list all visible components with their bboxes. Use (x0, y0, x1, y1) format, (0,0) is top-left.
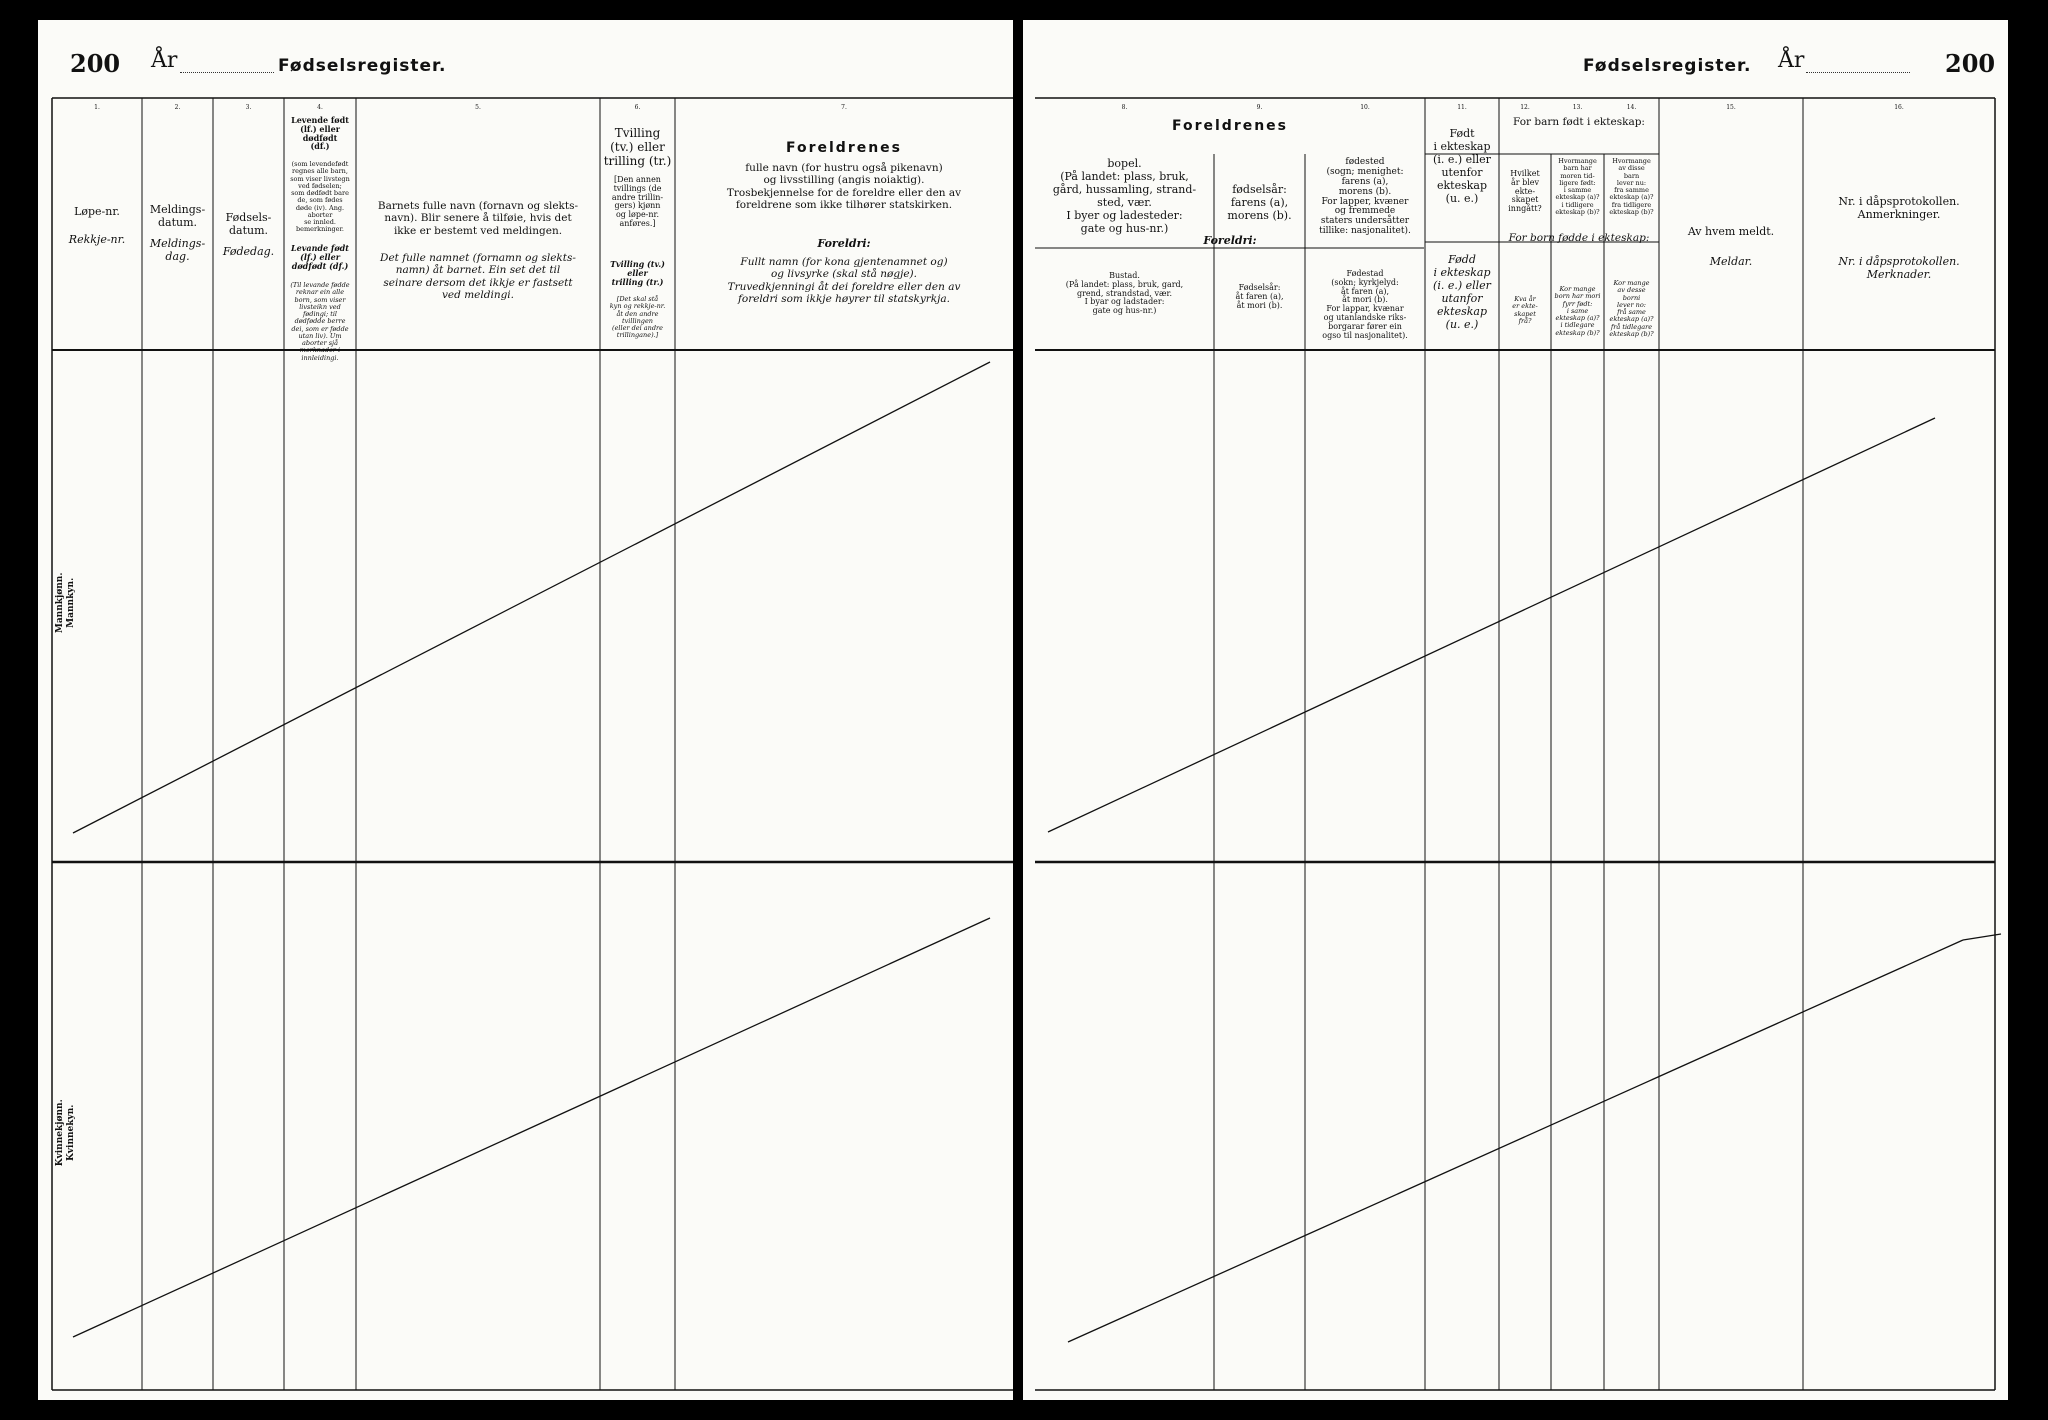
column-header-child-name: Barnets fulle navn (fornavn og slekts- navn). Blir senere å tilføie, hvis det ikke er bestemt ved meldingen. (377, 200, 579, 237)
column-number: 15. (1726, 104, 1736, 111)
column-heading-parents: Foreldrenes (785, 140, 903, 156)
column-header-report-date: Meldings- datum. (149, 203, 206, 229)
section-label-male: Mannkjønn. Mannkyn. (55, 572, 76, 634)
page-number: 200 (1945, 49, 1996, 78)
column-heading-parents-nn: Foreldri: (817, 237, 871, 250)
column-header-serial: Løpe-nr. (74, 205, 120, 218)
column-header-live-born-nn: Levande født (lf.) eller dødfødt (df.) (291, 243, 349, 271)
column-header-twin-nn: Tvilling (tv.) eller trilling (tr.) (610, 259, 665, 287)
year-field (180, 72, 274, 73)
column-header-marriage-year-nn: Kva år er ekte- skapet frå? (1512, 295, 1538, 325)
column-header-marital: Født i ekteskap (i. e.) eller utenfor ekteskap (u. e.) (1433, 127, 1491, 205)
column-header-twin: Tvilling (tv.) eller trilling (tr.) (603, 126, 672, 169)
year-label: År (1778, 48, 1805, 73)
group-heading-parents: Foreldrenes (1171, 118, 1289, 134)
column-number: 13. (1572, 104, 1583, 111)
column-header-birth-year-nn: Fødselsår: åt faren (a), åt mori (b). (1235, 283, 1284, 310)
section-label-female: Kvinnekjønn. Kvinnekyn. (55, 1099, 76, 1167)
column-number: 12. (1520, 104, 1530, 111)
column-note-live-born-nn: (Til levande fødde reknar ein alle born, som viser livsteikn ved fødingi; til dødfødde berre dei, som er fødde utan liv). Um aborter sjå merknader i innleidingi. (290, 281, 350, 362)
column-number: 1. (94, 104, 100, 111)
column-header-birth-date-nn: Fødedag. (222, 245, 275, 258)
column-header-birthplace-nn: Fødestad (sokn; kyrkjelyd: åt faren (a), åt mori (b). For lappar, kvænar og utanlandske riks- borgarar fører ein ogso til nasjonalitet). (1322, 269, 1408, 340)
column-header-reported-by: Av hvem meldt. (1687, 225, 1775, 238)
right-page (1023, 20, 2008, 1400)
column-note-twin: [Den annen tvillings (de andre trillin- gers) kjønn og løpe-nr. anføres.] (611, 175, 664, 228)
column-number: 10. (1360, 104, 1370, 111)
year-label: År (151, 48, 178, 73)
column-header-birth-year: fødselsår: farens (a), morens (b). (1227, 183, 1292, 222)
column-number: 6. (634, 104, 641, 111)
column-header-live-born: Levende født (lf.) eller dødfødt (df.) (291, 115, 349, 152)
column-number: 14. (1626, 104, 1637, 111)
column-header-residence-nn: Bustad. (På landet: plass, bruk, gard, grend, strandstad, vær. I byar og ladstader: gate og hus-nr.) (1065, 271, 1184, 316)
column-header-baptism-no-nn: Nr. i dåpsprotokollen. Merknader. (1838, 255, 1960, 281)
column-number: 5. (475, 104, 481, 111)
column-header-birth-date: Fødsels- datum. (225, 211, 272, 237)
page-title: Fødselsregister. (278, 56, 447, 76)
column-number: 8. (1121, 104, 1128, 111)
column-number: 16. (1894, 104, 1904, 111)
column-number: 7. (841, 104, 847, 111)
year-field (1806, 72, 1910, 73)
column-number: 9. (1256, 104, 1263, 111)
column-header-parents-nn: Fullt namn (for kona gjentenamnet og) og livsyrke (skal stå nøgje). Truvedkjenningi åt dei foreldre eller den av foreldri som ikkje høyrer til statskyrkja. (727, 256, 961, 306)
column-header-child-name-nn: Det fulle namnet (fornamn og slekts- namn) åt barnet. Ein set det til seinare dersom det ikkje er fastsett ved meldingi. (380, 252, 576, 302)
column-header-baptism-no: Nr. i dåpsprotokollen. Anmerkninger. (1838, 195, 1960, 221)
page-title: Fødselsregister. (1583, 56, 1752, 76)
group-heading-parents-nn: Foreldri: (1203, 234, 1257, 247)
column-header-reported-by-nn: Meldar. (1709, 255, 1753, 268)
group-heading-married: For barn født i ekteskap: (1513, 116, 1645, 128)
column-number: 11. (1457, 104, 1467, 111)
page-number: 200 (70, 49, 121, 78)
column-header-residence: bopel. (På landet: plass, bruk, gård, hussamling, strand- sted, vær. I byer og ladesteder: gate og hus-nr.) (1052, 157, 1197, 235)
column-header-living-children-nn: Kor mange av desse borni lever no: frå same ekteskap (a)? frå tidlegare ekteskap (b)? (1609, 279, 1654, 338)
column-header-marriage-year: Hvilket år blev ekte- skapet inngått? (1508, 169, 1542, 214)
column-header-marital-nn: Fødd i ekteskap (i. e.) eller utanfor ekteskap (u. e.) (1433, 253, 1491, 331)
column-note-twin-nn: [Det skal stå kyn og rekkje-nr. åt den andre tvillingen (eller dei andre trillingane).] (609, 295, 666, 340)
column-number: 3. (245, 104, 252, 111)
column-header-prior-births: Hvormange barn har moren tid- ligere født: i samme ekteskap (a)? i tidligere ekteskap (b)? (1555, 157, 1600, 216)
left-page (38, 20, 1013, 1400)
column-number: 4. (317, 104, 323, 111)
column-header-birthplace: fødested (sogn; menighet: farens (a), morens (b). For lapper, kvæner og fremmede staters undersåtter tillike: nasjonalitet). (1319, 157, 1411, 237)
column-number: 2. (174, 104, 181, 111)
column-header-parents: fulle navn (for hustru også pikenavn) og livsstilling (angis noiaktig). Trosbekjennelse for de foreldre eller den av foreldrene som ikke tilhører statskirken. (726, 162, 962, 212)
column-note-live-born: (som levendefødt regnes alle barn, som viser livstegn ved fødselen; som dødfødt bare de, som fødes døde (iv). Ang. aborter se innled. bemerkninger. (290, 160, 350, 234)
column-header-report-date-nn: Meldings- dag. (149, 237, 206, 263)
group-heading-married-nn: For born fødde i ekteskap: (1508, 232, 1650, 244)
column-header-serial-nn: Rekkje-nr. (68, 233, 126, 246)
column-header-prior-births-nn: Kor mange born har mori fyrr født: i same ekteskap (a)? i tidlegare ekteskap (b)? (1554, 285, 1601, 337)
column-header-living-children: Hvormange av disse barn lever nu: fra samme ekteskap (a)? fra tidligere ekteskap (b)? (1609, 157, 1654, 216)
